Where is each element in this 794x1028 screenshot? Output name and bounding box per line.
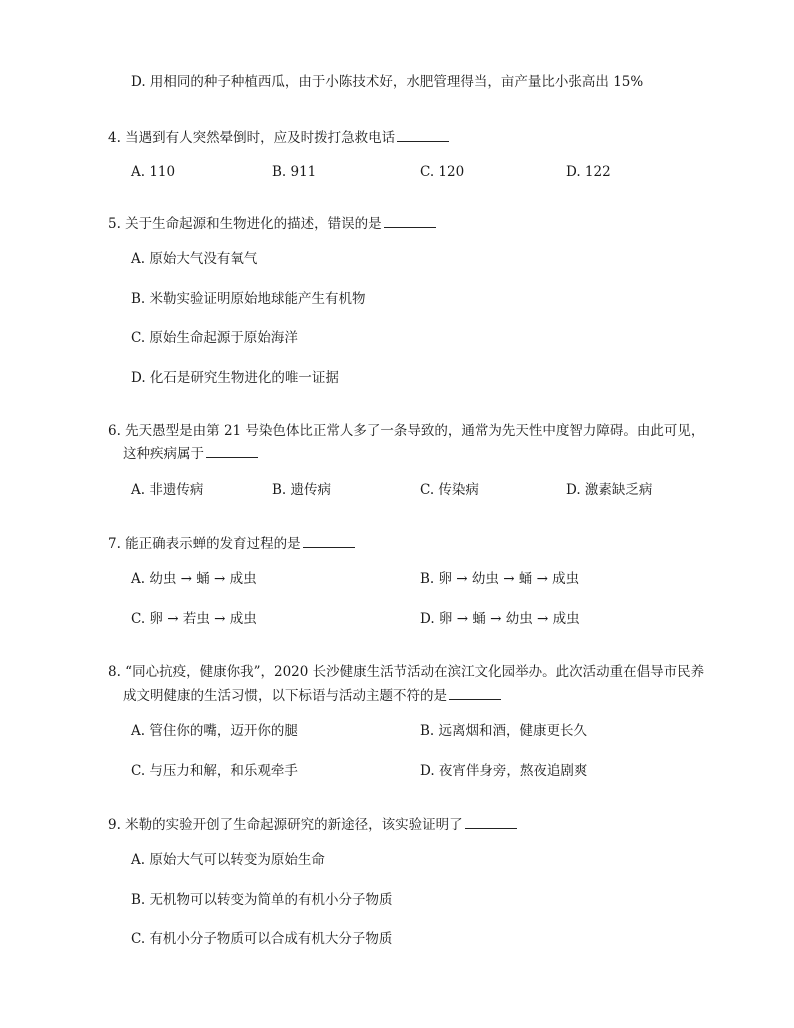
q5-option-b: B. 米勒实验证明原始地球能产生有机物 <box>131 291 366 307</box>
q7-stem-text: 7. 能正确表示蝉的发育过程的是 <box>108 536 301 552</box>
q8-stem-line1: 8. “同心抗疫，健康你我”，2020 长沙健康生活节活动在滨江文化园举办。此次活动重在倡导市民养 <box>108 664 705 680</box>
q6-stem-line1: 6. 先天愚型是由第 21 号染色体比正常人多了一条导致的，通常为先天性中度智力障碍。由此可见， <box>108 423 705 439</box>
q9-option-c: C. 有机小分子物质可以合成有机大分子物质 <box>131 931 393 947</box>
q6-stem-line2 <box>123 444 258 464</box>
answer-blank <box>449 687 501 700</box>
q7-option-b: B. 卵 → 幼虫 → 蛹 → 成虫 <box>420 571 580 587</box>
q7-stem <box>108 534 355 554</box>
q7-option-a: A. 幼虫 → 蛹 → 成虫 <box>131 571 257 587</box>
q4-stem-text: 4. 当遇到有人突然晕倒时，应及时拨打急救电话 <box>108 130 396 146</box>
q4-option-b: B. 911 <box>272 164 317 180</box>
q9-stem <box>108 815 517 835</box>
q4-option-d: D. 122 <box>566 164 611 180</box>
q7-option-c: C. 卵 → 若虫 → 成虫 <box>131 611 257 627</box>
q4-stem <box>108 128 449 148</box>
q8-stem-line2-text: 成文明健康的生活习惯，以下标语与活动主题不符的是 <box>123 688 447 704</box>
q7-option-d: D. 卵 → 蛹 → 幼虫 → 成虫 <box>420 611 580 627</box>
q5-stem <box>108 214 436 234</box>
q6-option-a: A. 非遗传病 <box>131 482 204 498</box>
q9-option-b: B. 无机物可以转变为简单的有机小分子物质 <box>131 892 393 908</box>
answer-blank <box>384 215 436 228</box>
q9-stem-text: 9. 米勒的实验开创了生命起源研究的新途径，该实验证明了 <box>108 817 463 833</box>
answer-blank <box>303 535 355 548</box>
q4-option-a: A. 110 <box>131 164 176 180</box>
q6-option-d: D. 激素缺乏病 <box>566 482 653 498</box>
answer-blank <box>465 816 517 829</box>
q8-option-b: B. 远离烟和酒，健康更长久 <box>420 723 588 739</box>
q8-stem-line2 <box>123 686 501 706</box>
answer-blank <box>206 445 258 458</box>
q5-option-c: C. 原始生命起源于原始海洋 <box>131 330 298 346</box>
q8-option-d: D. 夜宵伴身旁，熬夜追剧爽 <box>420 763 588 779</box>
q6-option-b: B. 遗传病 <box>272 482 332 498</box>
q8-option-a: A. 管住你的嘴，迈开你的腿 <box>131 723 298 739</box>
answer-blank <box>397 129 449 142</box>
q3-option-d: D. 用相同的种子种植西瓜，由于小陈技术好，水肥管理得当，亩产量比小张高出 15% <box>131 74 644 90</box>
q9-option-a: A. 原始大气可以转变为原始生命 <box>131 852 325 868</box>
q6-option-c: C. 传染病 <box>420 482 479 498</box>
q5-option-d: D. 化石是研究生物进化的唯一证据 <box>131 370 339 386</box>
q8-option-c: C. 与压力和解，和乐观牵手 <box>131 763 298 779</box>
q5-option-a: A. 原始大气没有氧气 <box>131 251 258 267</box>
q4-option-c: C. 120 <box>420 164 465 180</box>
q6-stem-line2-text: 这种疾病属于 <box>123 446 204 462</box>
q5-stem-text: 5. 关于生命起源和生物进化的描述，错误的是 <box>108 216 382 232</box>
